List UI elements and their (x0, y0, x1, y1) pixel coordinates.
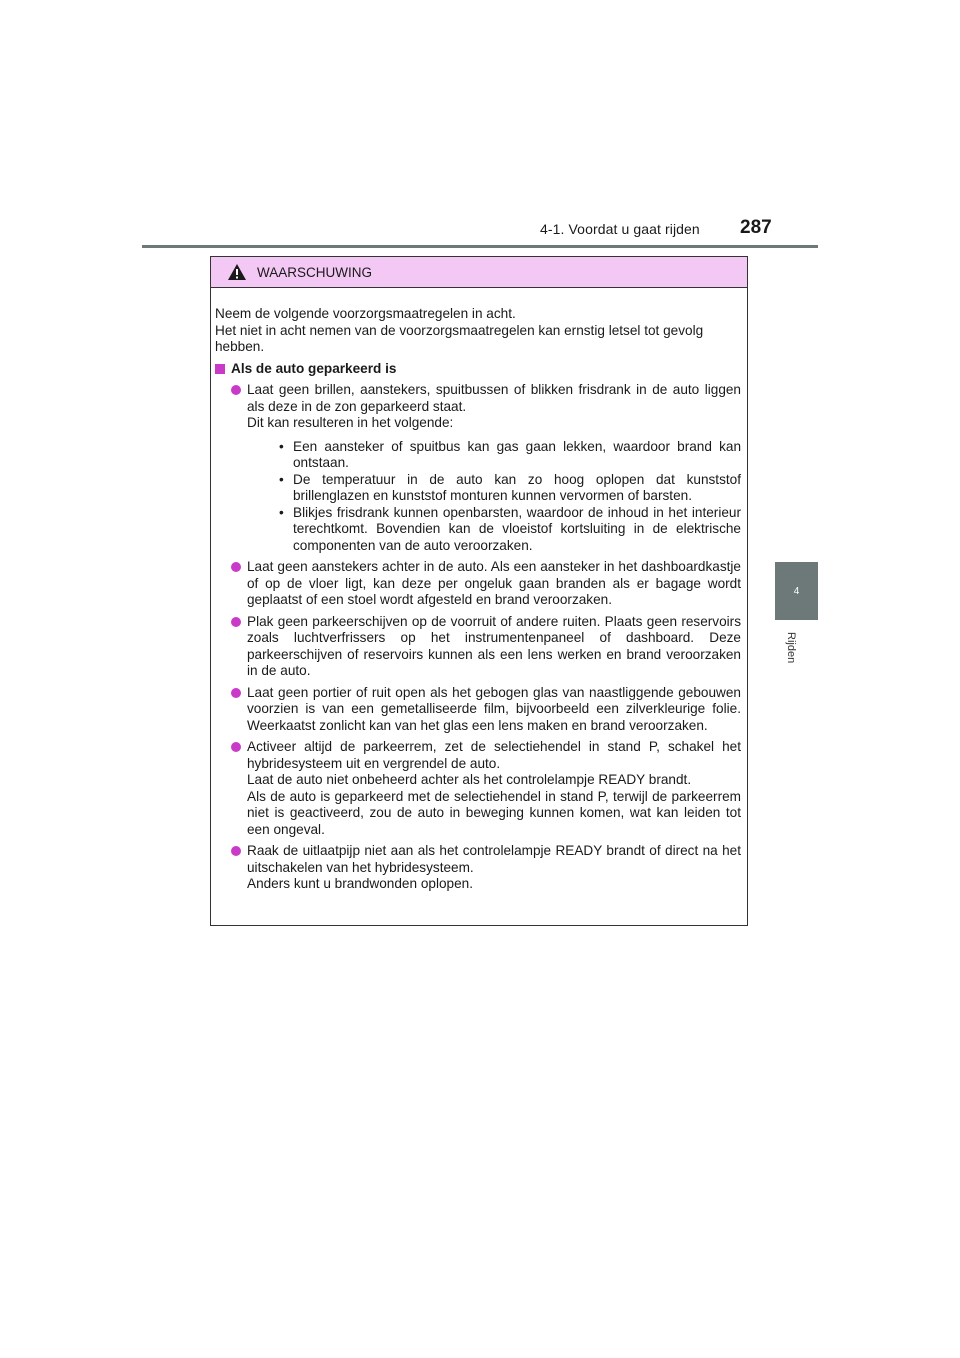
item-text: Laat geen portier of ruit open als het gebogen glas van naastliggende gebouwen voorzien is van een gemetalliseerde film, bijvoorbeeld een zilverkleurige folie. Weerkaatst zonlicht kan van het glas een lens maken en brand veroorzaken. (247, 684, 741, 733)
round-bullet-icon (231, 742, 241, 752)
sub-list-item: • Een aansteker of spuitbus kan gas gaan lekken, waardoor brand kan ontstaan. (247, 439, 741, 472)
warning-header (211, 257, 747, 288)
warning-box (210, 256, 748, 926)
warning-body (211, 288, 747, 893)
warning-item (215, 843, 741, 893)
chapter-label: Rijden (785, 632, 797, 664)
item-text: Laat de auto niet onbeheerd achter als het controlelampje READY brandt. (247, 772, 692, 787)
round-bullet-icon (231, 562, 241, 572)
square-bullet-icon (215, 364, 225, 374)
item-text: Activeer altijd de parkeerrem, zet de selectiehendel in stand P, schakel het hybridesysteem uit en vergrendel de auto. (247, 739, 741, 771)
item-text: Raak de uitlaatpijp niet aan als het controlelampje READY brandt of direct na het uitschakelen van het hybridesysteem. (247, 843, 741, 875)
chapter-number: 4 (793, 585, 800, 597)
item-text: Anders kunt u brandwonden oplopen. (247, 876, 473, 891)
section-heading: Als de auto geparkeerd is (215, 361, 741, 378)
header-rule (142, 245, 818, 248)
warning-title: WAARSCHUWING (257, 264, 372, 280)
item-text: Plak geen parkeerschijven op de voorruit of andere ruiten. Plaats geen reservoirs zoals luchtverfrissers op het instrumentenpaneel of dashboard. Deze parkeerschijven of reservoirs kunnen als een lens werken en brand veroorzaken in de auto. (247, 613, 741, 678)
warning-item (215, 739, 741, 838)
item-text: Dit kan resulteren in het volgende: (247, 415, 454, 430)
sub-list-item: • Blikjes frisdrank kunnen openbarsten, waardoor de inhoud in het interieur terechtkomt. Bovendien kan de vloeistof kortsluiting in de elektrische componenten van de auto veroorzaken. (247, 505, 741, 555)
round-bullet-icon (231, 846, 241, 856)
section-title: 4-1. Voordat u gaat rijden (540, 221, 700, 237)
warning-item (215, 559, 741, 609)
warning-item (215, 614, 741, 680)
item-text: Laat geen brillen, aanstekers, spuitbussen of blikken frisdrank in de auto liggen als deze in de zon geparkeerd staat. (247, 382, 741, 414)
warning-item (215, 382, 741, 554)
intro-line: Het niet in acht nemen van de voorzorgsmaatregelen kan ernstig letsel tot gevolg hebben. (215, 322, 704, 354)
sub-list (247, 439, 741, 555)
item-text: Laat geen aanstekers achter in de auto. Als een aansteker in het dashboardkastje of op de vloer ligt, kan deze per ongeluk gaan branden als er bagage wordt geplaatst of een stoel wordt afgesteld en brand veroorzaken. (247, 559, 741, 607)
round-bullet-icon (231, 688, 241, 698)
round-bullet-icon (231, 617, 241, 627)
chapter-tab (775, 562, 818, 620)
sub-list-item: • De temperatuur in de auto kan zo hoog oplopen dat kunststof brillenglazen en kunststof monturen kunnen vervormen of barsten. (247, 472, 741, 505)
warning-triangle-icon (227, 263, 247, 281)
round-bullet-icon (231, 385, 241, 395)
page-number: 287 (740, 217, 772, 238)
intro-line: Neem de volgende voorzorgsmaatregelen in acht. (215, 306, 516, 321)
warning-item (215, 685, 741, 735)
item-text: Als de auto is geparkeerd met de selectiehendel in stand P, terwijl de parkeerrem niet is geactiveerd, zou de auto in beweging kunnen komen, wat kan leiden tot een ongeval. (247, 788, 741, 837)
